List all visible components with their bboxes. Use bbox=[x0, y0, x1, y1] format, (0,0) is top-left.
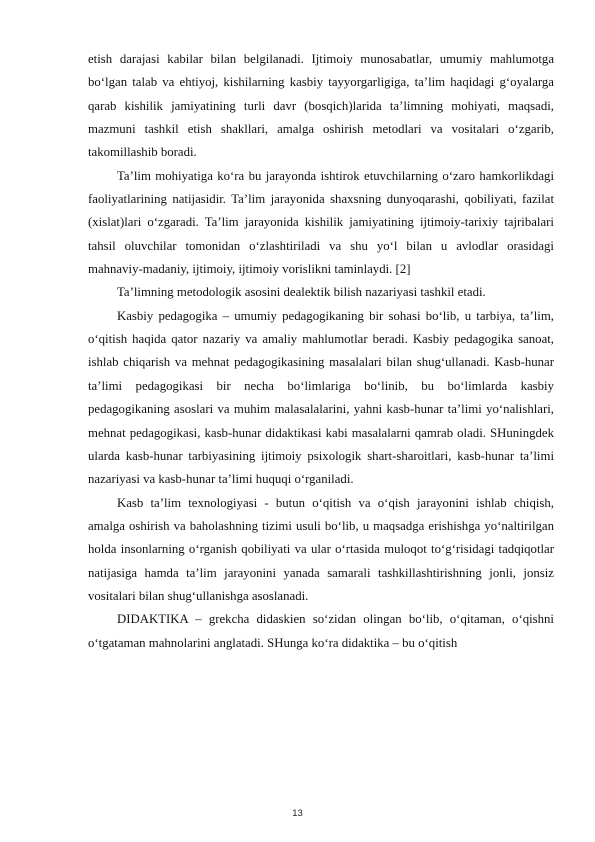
paragraph-5: Kasb ta’lim texnologiyasi - butun o‘qitish va o‘qish jarayonini ishlab chiqish, amalga oshirish va baholashning tizimi usuli bo‘lib, u maqsadga erishishga yo‘naltirilgan holda insonlarning o‘rganish qobiliyati va ular o‘rtasida muloqot to‘g‘risidagi tadqiqotlar natijasiga hamda ta’lim jarayonini yanada samarali tashkillashtirishning jonli, jonsiz vositalari bilan shug‘ullanishga asoslanadi. bbox=[88, 495, 554, 603]
paragraph-6: DIDAKTIKA – grekcha didaskien so‘zidan olingan bo‘lib, o‘qitaman, o‘qishni o‘tgataman mahnolarini anglatadi. SHunga ko‘ra didaktika – bu o‘qitish bbox=[88, 612, 554, 650]
paragraph-2: Ta’lim mohiyatiga ko‘ra bu jarayonda ishtirok etuvchilarning o‘zaro hamkorlikdagi faoliyatlarining natijasidir. Ta’lim jarayonida shaxsning dunyoqarashi, qobiliyati, fazilat (xislat)lari o‘zgaradi. Ta’lim jarayonida kishilik jamiyatining ijtimoiy-tarixiy tajribalari tahsil oluvchilar tomonidan o‘zlashtiriladi va shu yo‘l bilan u avlodlar orasidagi mahnaviy-madaniy, ijtimoiy, ijtimoiy vorislikni taminlaydi. [2] bbox=[88, 168, 554, 277]
page-number: 13 bbox=[292, 808, 303, 819]
document-body bbox=[88, 48, 554, 655]
paragraph-1: etish darajasi kabilar bilan belgilanadi. Ijtimoiy munosabatlar, umumiy mahlumotga bo‘lgan talab va ehtiyoj, kishilarning kasbiy tayyorgarligiga, ta’lim haqidagi g‘oyalarga qarab kishilik jamiyatining turli davr (bosqich)larida ta’limning mohiyati, maqsadi, mazmuni tashkil etish shakllari, amalga oshirish metodlari va vositalari o‘zgarib, takomillashib boradi. bbox=[88, 52, 554, 160]
paragraph-3: Ta’limning metodologik asosini dealektik bilish nazariyasi tashkil etadi. bbox=[117, 285, 486, 300]
paragraph-4: Kasbiy pedagogika – umumiy pedagogikaning bir sohasi bo‘lib, u tarbiya, ta’lim, o‘qitish haqida qator nazariy va amaliy mahlumotlar beradi. Kasbiy pedagogika sanoat, ishlab chiqarish va mehnat pedagogikasining masalalari bilan shug‘ullanadi. Kasb-hunar ta’limi pedagogikasi bir necha bo‘limlariga bo‘linib, bu bo‘limlarda kasbiy pedagogikaning asoslari va muhim malasalalarini, yahni kasb-hunar ta’limi yo‘nalishlari, mehnat pedagogikasi, kasb-hunar didaktikasi kabi masalalarni qamrab oladi. SHuningdek ularda kasb-hunar tarbiyasining ijtimoiy psixologik shart-sharoitlari, kasb-hunar ta’limi nazariyasi va kasb-hunar ta’limi huquqi o‘rganiladi. bbox=[88, 308, 554, 487]
